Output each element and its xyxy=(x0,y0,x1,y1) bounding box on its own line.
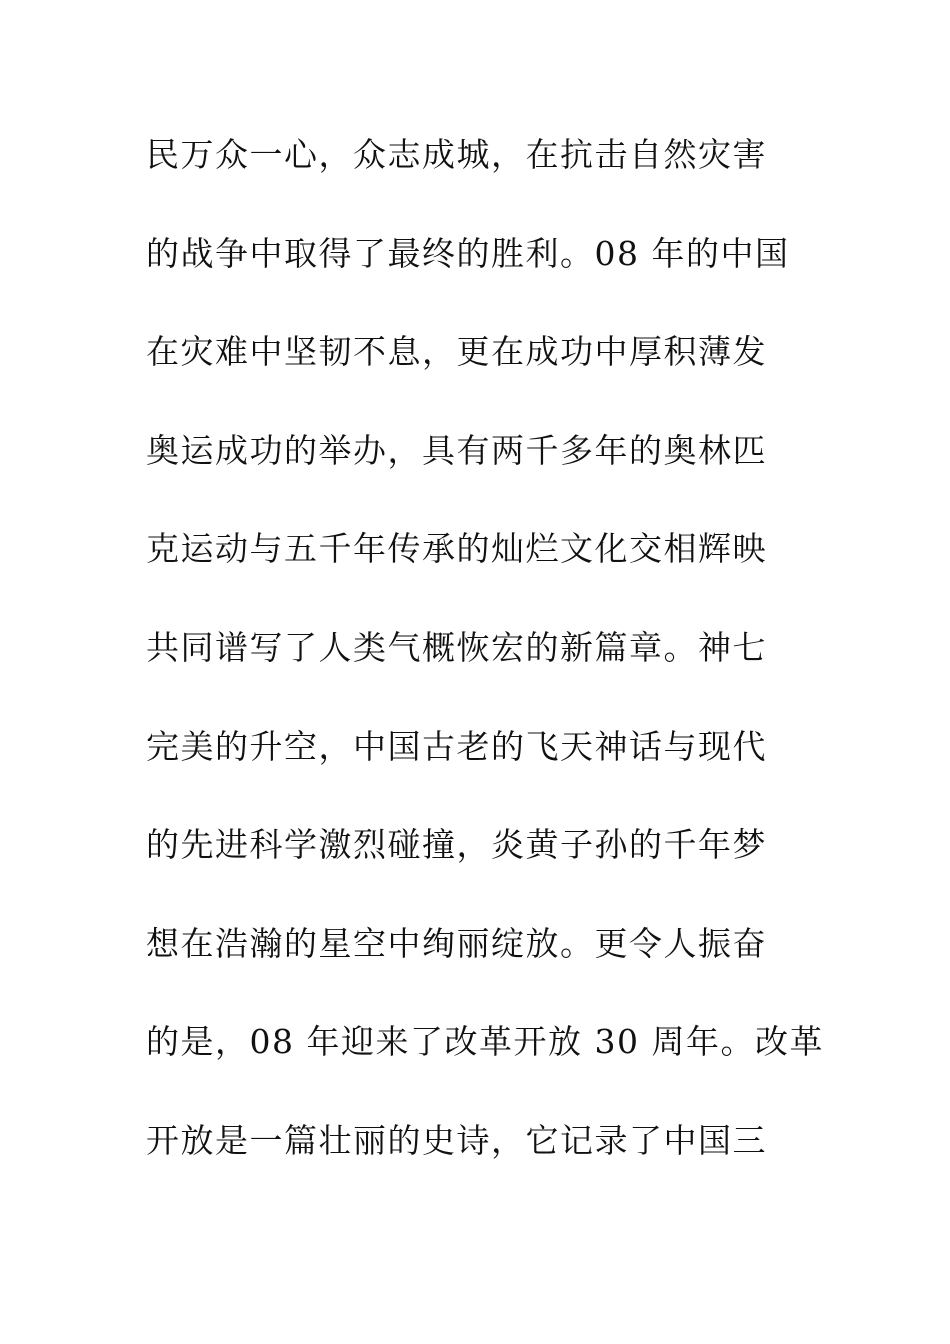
text-line-5: 克运动与五千年传承的灿烂文化交相辉映 xyxy=(146,529,767,569)
text-line-8: 的先进科学激烈碰撞，炎黄子孙的千年梦 xyxy=(146,825,767,865)
text-line-1: 民万众一心，众志成城，在抗击自然灾害 xyxy=(146,135,767,174)
text-line-7: 完美的升空，中国古老的飞天神话与现代 xyxy=(146,726,767,766)
text-line-11: 开放是一篇壮丽的史诗，它记录了中国三 xyxy=(146,1120,767,1160)
text-line-3: 在灾难中坚韧不息，更在成功中厚积薄发 xyxy=(146,332,767,372)
text-line-4: 奥运成功的举办，具有两千多年的奥林匹 xyxy=(146,430,767,470)
text-line-6: 共同谱写了人类气概恢宏的新篇章。神七 xyxy=(146,627,767,667)
text-line-10: 的是，08 年迎来了改革开放 30 周年。改革 xyxy=(146,1022,824,1062)
text-line-2: 的战争中取得了最终的胜利。08 年的中国 xyxy=(146,233,790,273)
body-text xyxy=(146,126,824,1211)
text-line-9: 想在浩瀚的星空中绚丽绽放。更令人振奋 xyxy=(146,923,767,963)
